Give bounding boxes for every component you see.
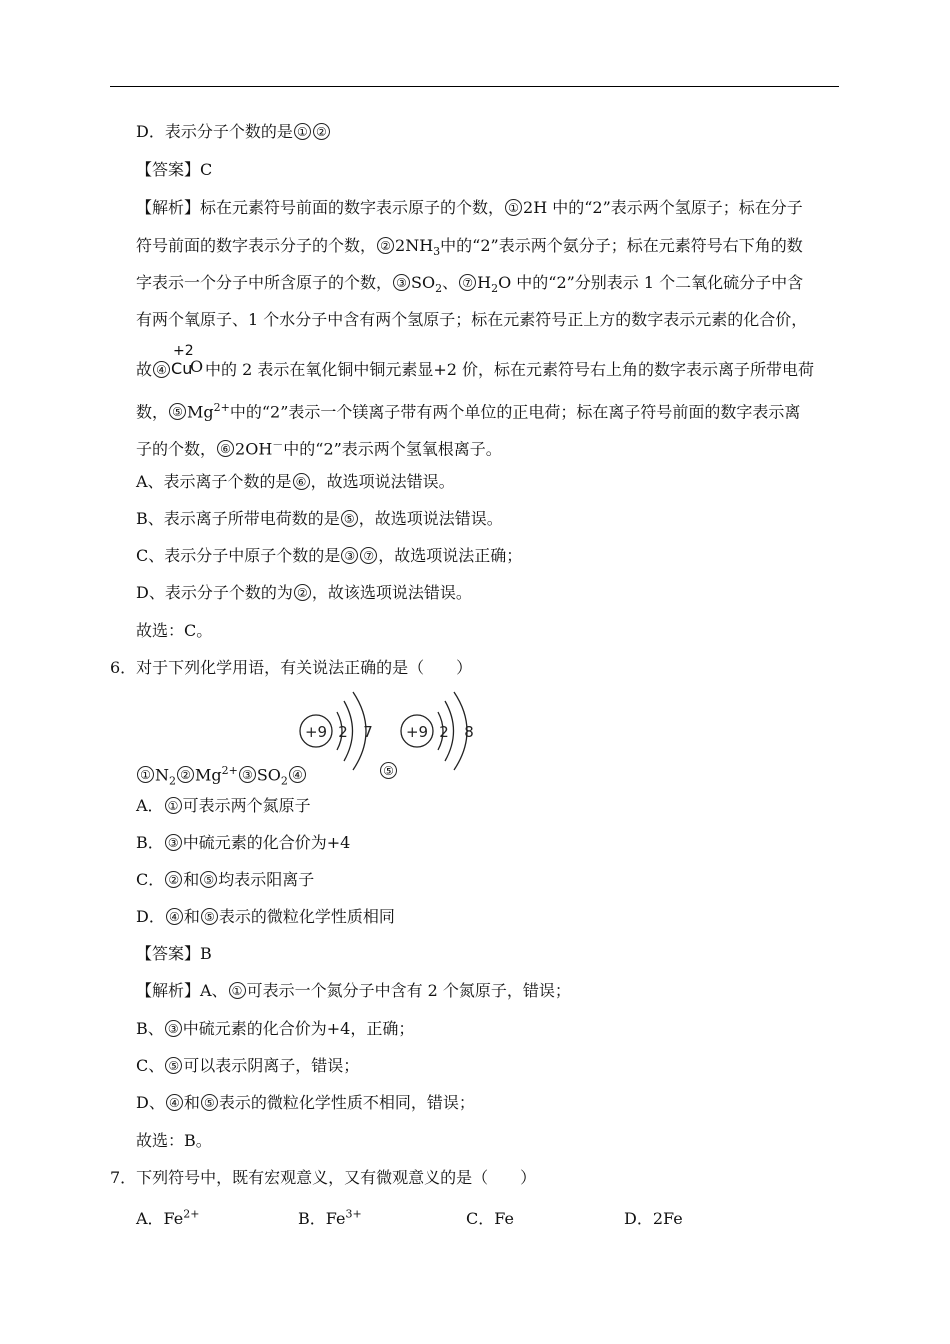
circled-number: ② — [377, 237, 394, 254]
circled-number: ④ — [289, 766, 306, 783]
atom1-shell-2: 7 — [363, 723, 373, 741]
circled-number: ③ — [239, 766, 256, 783]
q6-option-d: D． ④ 和 ⑤ 表示的微粒化学性质相同 — [136, 907, 395, 926]
atom2-shell-2: 8 — [464, 723, 474, 741]
circled-number: ② — [294, 584, 311, 601]
q7-option-d: D．2Fe — [624, 1209, 683, 1228]
q6-analysis-line-3: C、 ⑤ 可以表示阴离子，错误； — [136, 1056, 360, 1075]
q5-answer: 【答案】C — [136, 160, 213, 179]
copper-oxide-valence-formula: +2 Cu O — [171, 343, 204, 378]
circled-number: ④ — [153, 361, 170, 378]
circled-number: ⑥ — [293, 473, 310, 490]
q7-option-a: A．$Fe^{2+}$ — [136, 1207, 200, 1228]
q6-answer: 【答案】B — [136, 944, 212, 963]
q6-choice: 故选：B。 — [136, 1131, 212, 1150]
q6-item5-marker — [379, 761, 398, 781]
q6-option-c: C． ② 和 ⑤ 均表示阳离子 — [136, 870, 315, 889]
circled-number: ⑥ — [217, 440, 234, 457]
circled-number: ⑤ — [380, 762, 397, 779]
q5-analysis-line-1: 【解析】标在元素符号前面的数字表示原子的个数， ① 2H 中的“2”表示两个氢原子；标在分子 — [136, 198, 803, 217]
q6-analysis-line-4: D、 ④ 和 ⑤ 表示的微粒化学性质不相同，错误； — [136, 1093, 475, 1112]
circled-number: ⑤ — [201, 1094, 218, 1111]
q7-stem: 7．下列符号中，既有宏观意义，又有微观意义的是（ ） — [110, 1168, 537, 1187]
atom1-core-label: +9 — [304, 723, 328, 741]
atom2-core-label: +9 — [405, 723, 429, 741]
circled-number: ② — [165, 871, 182, 888]
q6-stem: 6．对于下列化学用语，有关说法正确的是（ ） — [110, 658, 473, 677]
atom2-shell-1: 2 — [439, 723, 449, 741]
q5-analysis-c: C、表示分子中原子个数的是 ③ ⑦ ，故选项说法正确； — [136, 546, 523, 565]
circled-number: ① — [137, 766, 154, 783]
q6-analysis-line-1: 【解析】A、 ① 可表示一个氮分子中含有 2 个氮原子，错误； — [136, 981, 571, 1000]
circled-number: ⑤ — [165, 1057, 182, 1074]
circled-number: ① — [294, 123, 311, 140]
q5-analysis-line-7: 子的个数， ⑥ 2OH－中的“2”表示两个氢氧根离子。 — [136, 438, 502, 459]
q5-analysis-b: B、表示离子所带电荷数的是 ⑤ ，故选项说法错误。 — [136, 509, 503, 528]
q5-analysis-line-4: 有两个氧原子、1 个水分子中含有两个氢原子；标在元素符号正上方的数字表示元素的化合价， — [136, 310, 808, 329]
q5-choice: 故选：C。 — [136, 621, 213, 640]
circled-number: ⑤ — [341, 510, 358, 527]
atom1-shell-1: 2 — [338, 723, 348, 741]
circled-number: ③ — [165, 1020, 182, 1037]
circled-number: ⑤ — [200, 871, 217, 888]
q6-option-b: B． ③ 中硫元素的化合价为+4 — [136, 833, 351, 852]
q7-option-b: B．$Fe^{3+}$ — [298, 1207, 362, 1228]
q5-analysis-line-6: 数， ⑤ $Mg^{2+}$中的“2”表示一个镁离子带有两个单位的正电荷；标在离子符号前面的数字表示离 — [136, 401, 801, 422]
q6-analysis-line-2: B、 ③ 中硫元素的化合价为+4，正确； — [136, 1019, 415, 1038]
q6-symbols-row: ① $N_2$ ② $Mg^{2+}$ ③ $SO_2$ ④ — [136, 761, 307, 792]
circled-number: ④ — [166, 908, 183, 925]
q6-option-a: A． ① 可表示两个氮原子 — [136, 796, 311, 815]
q5-analysis-line-2: 符号前面的数字表示分子的个数， ② $2NH_3$中的“2”表示两个氨分子；标在元素符号右下角的数 — [136, 236, 803, 259]
q5-analysis-line-3: 字表示一个分子中所含原子的个数， ③ $SO_2$、 ⑦ $H_2O$ 中的“2”分别表示 1 个二氧化硫分子中含 — [136, 273, 804, 296]
circled-number: ② — [177, 766, 194, 783]
header-rule — [110, 86, 839, 87]
circled-number: ① — [505, 199, 522, 216]
circled-number: ③ — [393, 274, 410, 291]
q7-option-c: C．Fe — [466, 1209, 514, 1228]
circled-number: ② — [313, 123, 330, 140]
circled-number: ① — [165, 797, 182, 814]
q5-option-d: D．表示分子个数的是 ① ② — [136, 122, 331, 142]
q5-analysis-a: A、表示离子个数的是 ⑥ ，故选项说法错误。 — [136, 472, 455, 491]
circled-number: ⑦ — [459, 274, 476, 291]
circled-number: ③ — [165, 834, 182, 851]
circled-number: ⑤ — [201, 908, 218, 925]
circled-number: ⑦ — [360, 547, 377, 564]
circled-number: ⑤ — [169, 403, 186, 420]
q5-analysis-line-5: 故 ④ +2 Cu O 中的 2 表示在氧化铜中铜元素显+2 价，标在元素符号右上角的数字表示离子所带电荷 — [136, 343, 815, 379]
circled-number: ④ — [166, 1094, 183, 1111]
circled-number: ① — [229, 982, 246, 999]
q5-analysis-d: D、表示分子个数的为 ② ，故该选项说法错误。 — [136, 583, 472, 602]
circled-number: ③ — [341, 547, 358, 564]
